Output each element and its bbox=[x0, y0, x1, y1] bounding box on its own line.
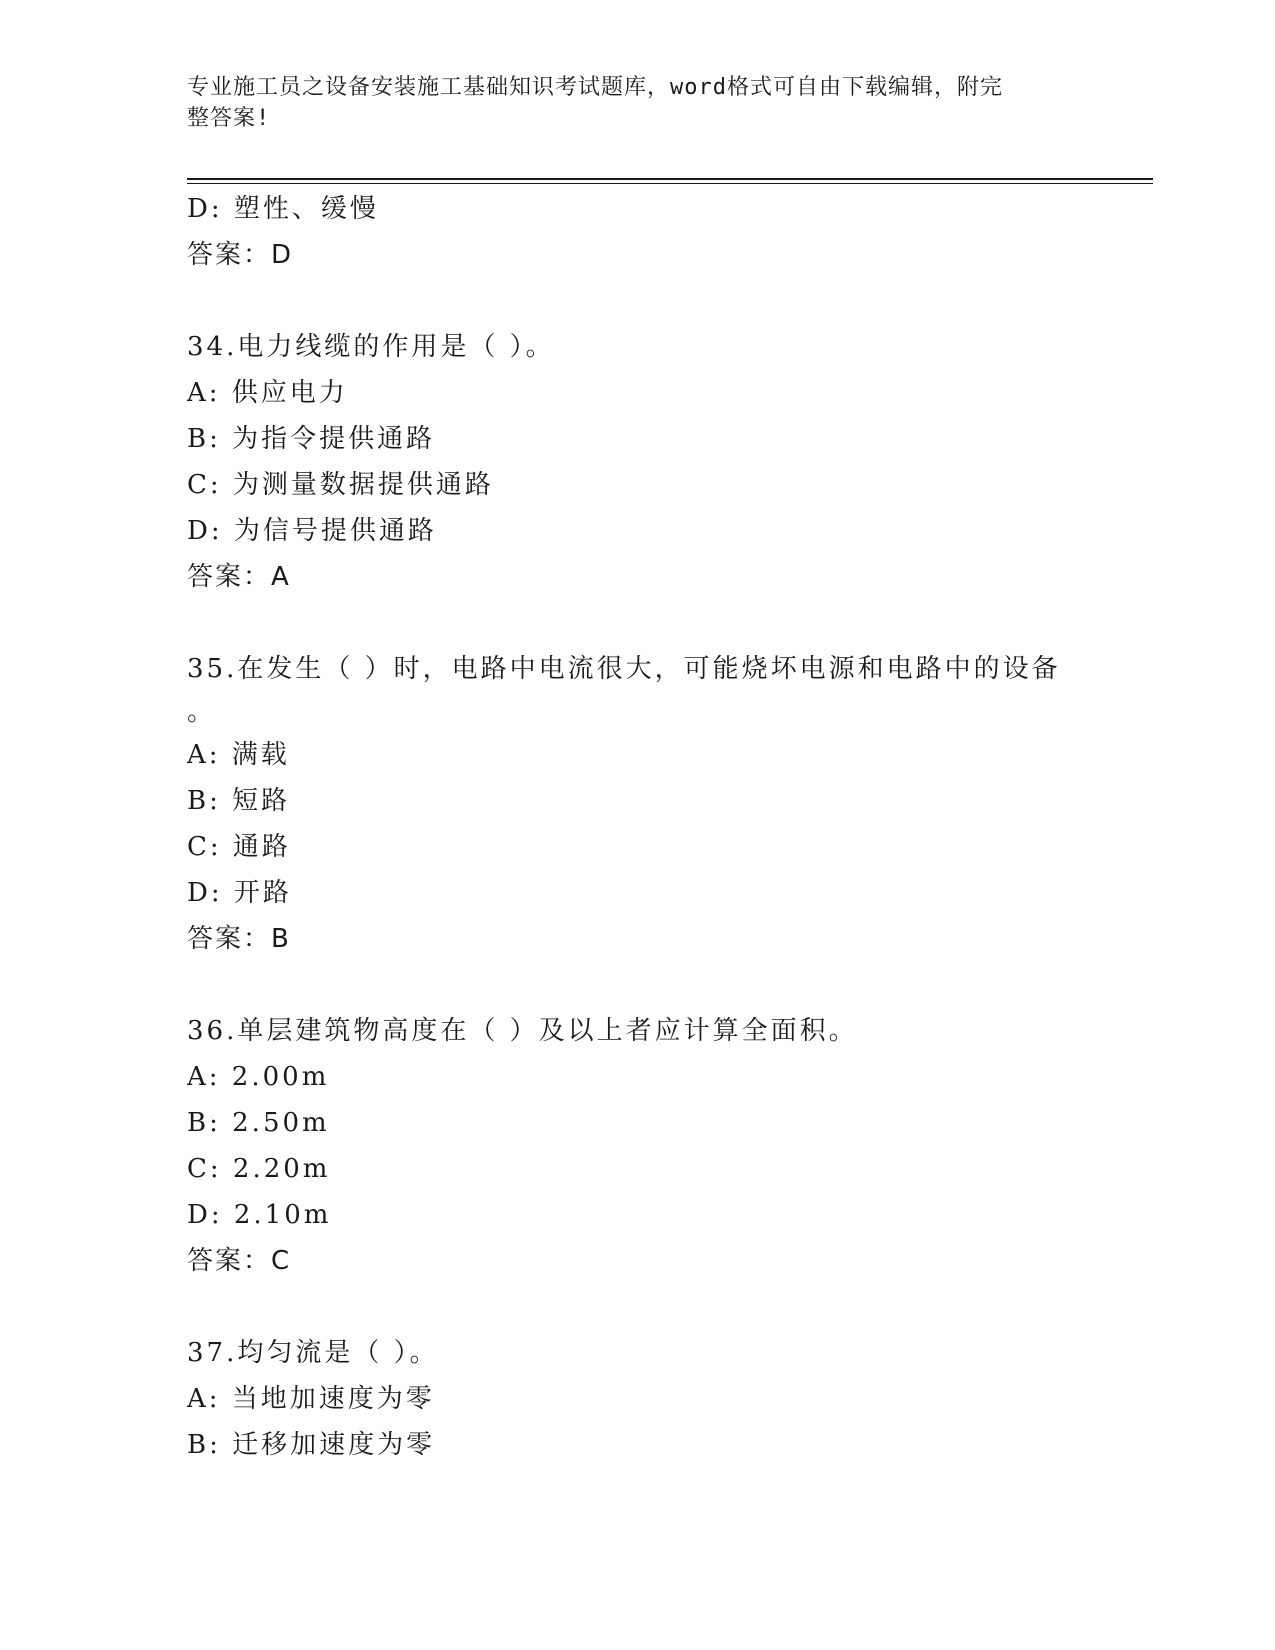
option-a: A: 供应电力 bbox=[187, 378, 348, 408]
option-b: B: 短路 bbox=[187, 786, 291, 816]
option-d: D: 为信号提供通路 bbox=[187, 516, 437, 546]
question-stem: 37.均匀流是（ ）。 bbox=[187, 1338, 439, 1368]
option-a: A: 满载 bbox=[187, 740, 290, 770]
answer-line: 答案：C bbox=[187, 1246, 292, 1276]
option-b: B: 为指令提供通路 bbox=[187, 424, 436, 454]
option-d: D: 2.10m bbox=[187, 1200, 332, 1230]
answer-line: 答案：B bbox=[187, 924, 291, 954]
answer-line: 答案：A bbox=[187, 562, 291, 592]
header-line-1: 专业施工员之设备安装施工基础知识考试题库，word格式可自由下载编辑，附完 bbox=[187, 75, 1003, 100]
header-rule-thick bbox=[187, 178, 1153, 180]
option-a: A: 2.00m bbox=[187, 1062, 330, 1092]
header-rule-thin bbox=[187, 183, 1153, 184]
option-a: A: 当地加速度为零 bbox=[187, 1384, 435, 1414]
option-c: C: 通路 bbox=[187, 832, 291, 862]
spacer bbox=[187, 600, 1087, 646]
option-b: B: 2.50m bbox=[187, 1108, 330, 1138]
spacer bbox=[187, 1284, 1087, 1330]
option-d: D: 塑性、缓慢 bbox=[187, 194, 379, 224]
answer-line: 答案：D bbox=[187, 240, 294, 270]
header-line-2: 整答案! bbox=[187, 106, 271, 131]
question-stem: 35.在发生（ ）时，电路中电流很大，可能烧坏电源和电路中的设备 bbox=[187, 654, 1061, 684]
question-stem: 36.单层建筑物高度在（ ）及以上者应计算全面积。 bbox=[187, 1016, 858, 1046]
question-list bbox=[187, 186, 1087, 1468]
question-stem: 34.电力线缆的作用是（ ）。 bbox=[187, 332, 555, 362]
option-b: B: 迁移加速度为零 bbox=[187, 1430, 436, 1460]
spacer bbox=[187, 962, 1087, 1008]
question-stem-tail: 。 bbox=[187, 697, 214, 727]
option-c: C: 为测量数据提供通路 bbox=[187, 470, 494, 500]
option-d: D: 开路 bbox=[187, 878, 292, 908]
document-header bbox=[187, 72, 1067, 134]
option-c: C: 2.20m bbox=[187, 1154, 331, 1184]
spacer bbox=[187, 278, 1087, 324]
